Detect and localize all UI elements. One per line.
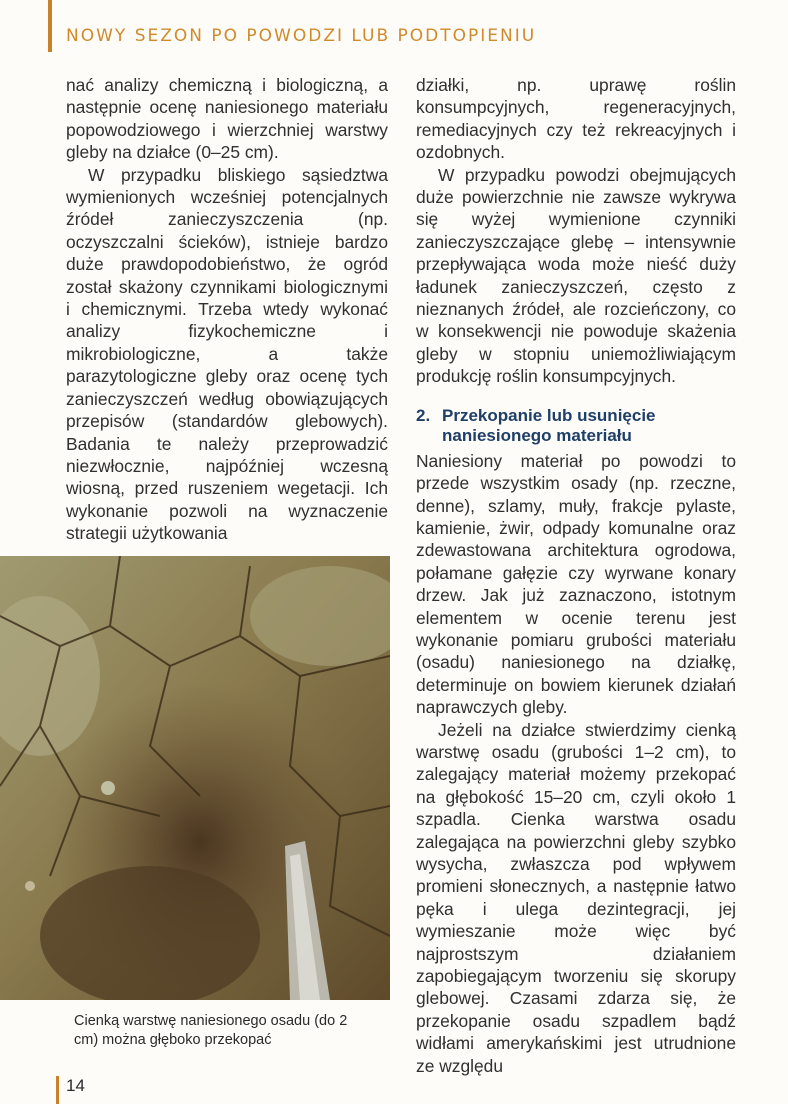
paragraph: Jeżeli na działce stwierdzimy cienką warstwę osadu (grubości 1–2 cm), to zalegający materiał możemy przekopać na głębokość 15–20 cm, czyli około 1 szpadla. Cienka warstwa osadu zalegająca na powierzchni gleby szybko wysycha, zwłaszcza pod wpływem promieni słonecznych, a następnie łatwo pęka i ulega dezintegracji, jej wymieszanie może więc być najprostszym działaniem zapobiegającym tworzeniu się skorupy glebowej. Czasami zdarza się, że przekopanie osadu szpadlem bądź widłami amerykańskimi jest utrudnione ze względu [416, 719, 736, 1076]
footer-accent-bar [56, 1076, 59, 1104]
section-number: 2. [416, 405, 431, 425]
section-heading [416, 406, 736, 446]
running-header: NOWY SEZON PO POWODZI LUB PODTOPIENIU [66, 26, 537, 46]
header-accent-bar [48, 0, 52, 52]
page-number: 14 [66, 1076, 85, 1095]
right-column [416, 74, 736, 1077]
left-column [66, 74, 388, 545]
cracked-soil-photo [0, 556, 390, 1000]
caption-text: Cienką warstwę naniesionego osadu (do 2 cm) można głęboko przekopać [74, 1013, 348, 1048]
section-title: Przekopanie lub usunięcie naniesionego materiału [442, 405, 656, 445]
figure-caption [74, 1012, 374, 1050]
paragraph: W przypadku powodzi obejmujących duże powierzchnie nie zawsze wykrywa się wyżej wymienione czynniki zanieczyszczające glebę – intensywnie przepływająca woda może nieść duży ładunek zanieczyszczeń, często z nieznanych źródeł, ale rozcieńczony, co w konsekwencji nie powoduje skażenia gleby w stopniu uniemożliwiającym produkcję roślin konsumpcyjnych. [416, 164, 736, 387]
paragraph: nać analizy chemiczną i biologiczną, a następnie ocenę naniesionego materiału popowodziowego i wierzchniej warstwy gleby na działce (0–25 cm). [66, 75, 388, 163]
paragraph: W przypadku bliskiego sąsiedztwa wymienionych wcześniej potencjalnych źródeł zanieczyszczenia (np. oczyszczalni ścieków), istnieje bardzo duże prawdopodobieństwo, że ogród został skażony czynnikami biologicznymi i chemicznymi. Trzeba wtedy wykonać analizy fizykochemiczne i mikrobiologiczne, a także parazytologiczne gleby oraz ocenę tych zanieczyszczeń według obowiązujących przepisów (standardów glebowych). Badania te należy przeprowadzić niezwłocznie, najpóźniej wczesną wiosną, przed ruszeniem wegetacji. Ich wykonanie pozwoli na wyznaczenie strategii użytkowania [66, 164, 388, 544]
paragraph: działki, np. uprawę roślin konsumpcyjnych, regeneracyjnych, remediacyjnych czy też rekreacyjnych i ozdobnych. [416, 75, 736, 163]
paragraph: Naniesiony materiał po powodzi to przede wszystkim osady (np. rzeczne, denne), szlamy, muły, frakcje pylaste, kamienie, żwir, odpady komunalne oraz zdewastowana architektura ogrodowa, połamane gałęzie czy wyrwane konary drzew. Jak już zaznaczono, istotnym elementem w ocenie terenu jest wykonanie pomiaru grubości materiału (osadu) naniesionego na działkę, determinuje on bowiem kierunek działań naprawczych gleby. [416, 450, 736, 718]
